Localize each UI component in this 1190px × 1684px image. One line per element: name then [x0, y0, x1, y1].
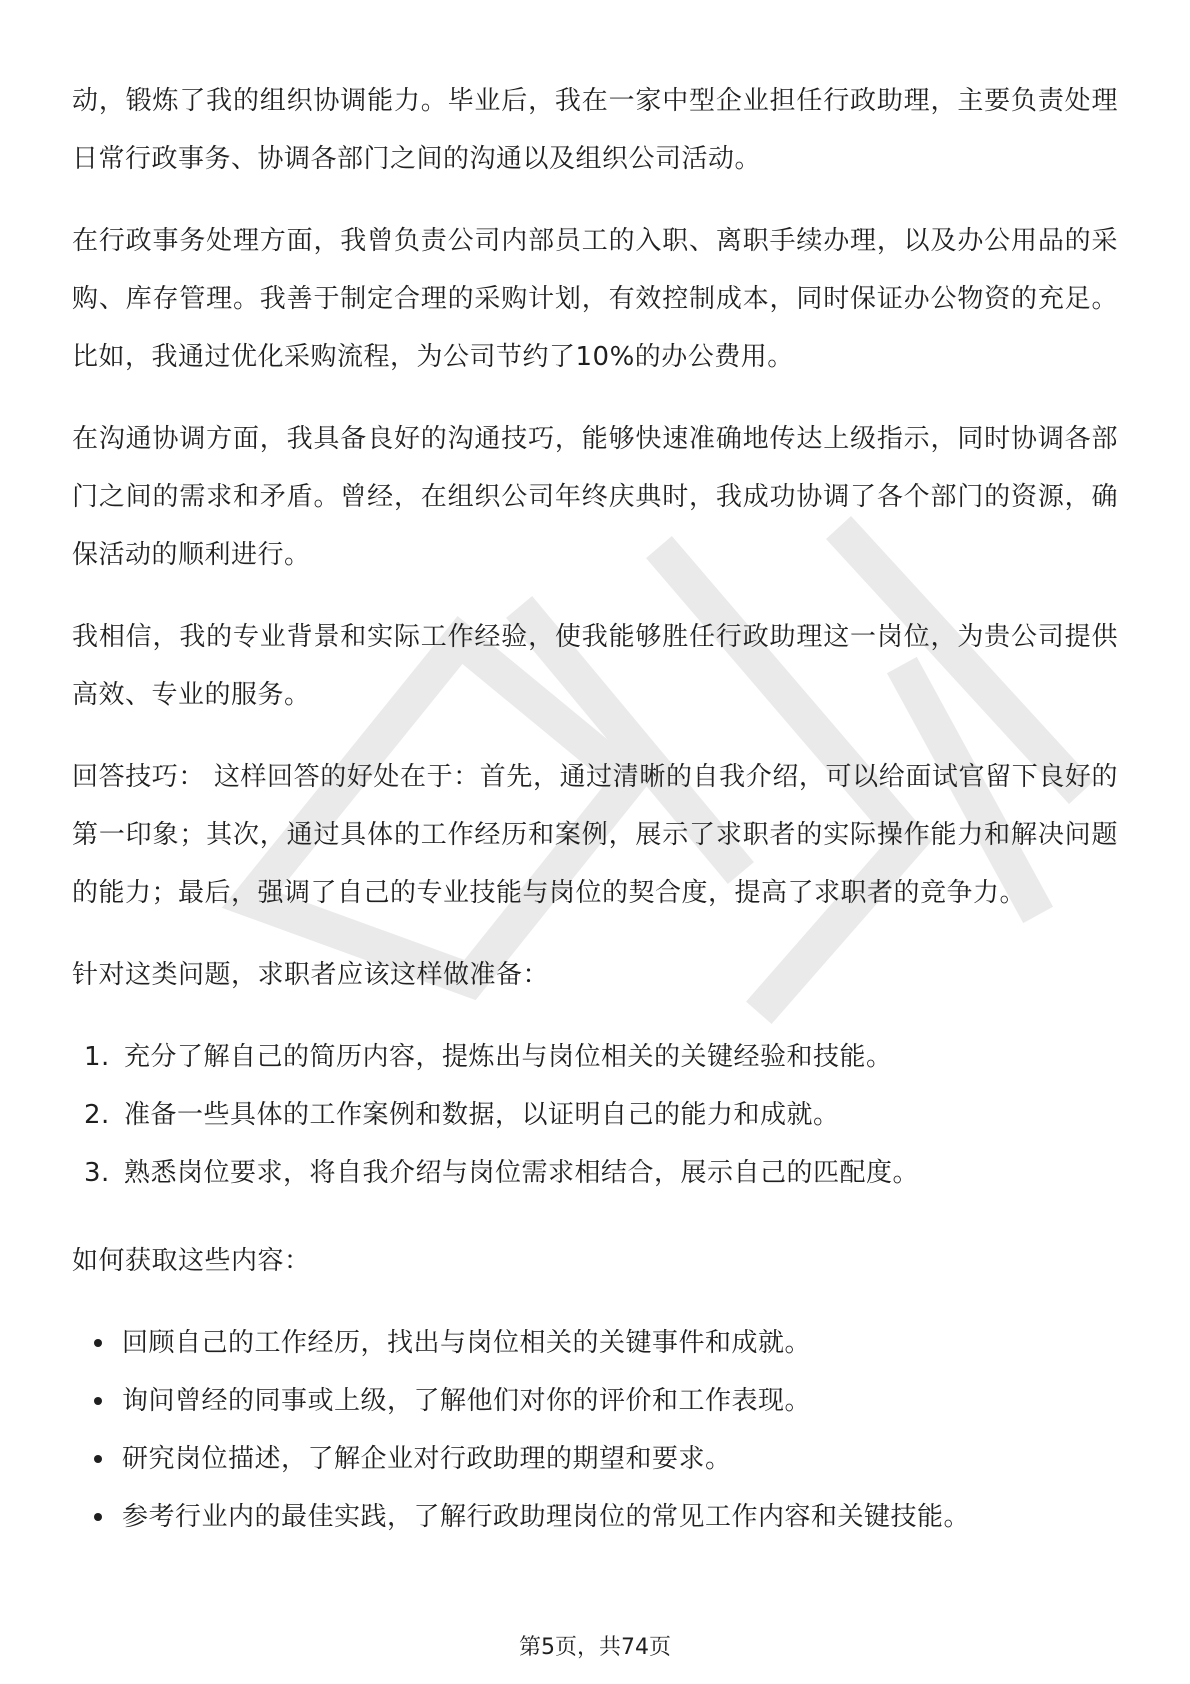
bullet-icon: [94, 1455, 102, 1463]
preparation-numbered-list: [72, 1028, 1118, 1202]
list-item: [94, 1314, 1118, 1372]
bullet-icon: [94, 1397, 102, 1405]
list-number: 3.: [84, 1158, 110, 1188]
list-item: [84, 1144, 1118, 1202]
paragraph-preparation-intro: 针对这类问题，求职者应该这样做准备：: [72, 960, 550, 990]
list-item-text: 回顾自己的工作经历，找出与岗位相关的关键事件和成就。: [122, 1328, 812, 1358]
paragraph-intro-continued: 动，锻炼了我的组织协调能力。毕业后，我在一家中型企业担任行政助理，主要负责处理日常行政事务、协调各部门之间的沟通以及组织公司活动。: [72, 86, 1118, 174]
paragraph-communication: 在沟通协调方面，我具备良好的沟通技巧，能够快速准确地传达上级指示，同时协调各部门之间的需求和矛盾。曾经，在组织公司年终庆典时，我成功协调了各个部门的资源，确保活动的顺利进行。: [72, 424, 1118, 570]
list-item: [94, 1430, 1118, 1488]
list-item-text: 准备一些具体的工作案例和数据，以证明自己的能力和成就。: [124, 1100, 840, 1130]
list-item-text: 研究岗位描述，了解企业对行政助理的期望和要求。: [122, 1444, 732, 1474]
paragraph-answer-tips: 回答技巧： 这样回答的好处在于：首先，通过清晰的自我介绍，可以给面试官留下良好的第一印象；其次，通过具体的工作经历和案例，展示了求职者的实际操作能力和解决问题的能力；最后，强调了自己的专业技能与岗位的契合度，提高了求职者的竞争力。: [72, 762, 1118, 908]
list-item: [84, 1086, 1118, 1144]
page-number-footer: 第5页，共74页: [519, 1635, 671, 1660]
document-body: [72, 72, 1118, 1546]
list-number: 1.: [84, 1042, 110, 1072]
paragraph-admin-affairs: 在行政事务处理方面，我曾负责公司内部员工的入职、离职手续办理，以及办公用品的采购、库存管理。我善于制定合理的采购计划，有效控制成本，同时保证办公物资的充足。比如，我通过优化采购流程，为公司节约了10%的办公费用。: [72, 226, 1118, 372]
section-heading: 如何获取这些内容：: [72, 1246, 311, 1276]
paragraph-conclusion: 我相信，我的专业背景和实际工作经验，使我能够胜任行政助理这一岗位，为贵公司提供高效、专业的服务。: [72, 622, 1118, 710]
list-item-text: 熟悉岗位要求，将自我介绍与岗位需求相结合，展示自己的匹配度。: [124, 1158, 920, 1188]
bullet-icon: [94, 1513, 102, 1521]
list-number: 2.: [84, 1100, 110, 1130]
list-item: [94, 1372, 1118, 1430]
content-sources-bullet-list: [72, 1314, 1118, 1546]
list-item-text: 参考行业内的最佳实践，了解行政助理岗位的常见工作内容和关键技能。: [122, 1502, 971, 1532]
list-item: [94, 1488, 1118, 1546]
list-item: [84, 1028, 1118, 1086]
list-item-text: 充分了解自己的简历内容，提炼出与岗位相关的关键经验和技能。: [124, 1042, 893, 1072]
bullet-icon: [94, 1339, 102, 1347]
list-item-text: 询问曾经的同事或上级，了解他们对你的评价和工作表现。: [122, 1386, 812, 1416]
